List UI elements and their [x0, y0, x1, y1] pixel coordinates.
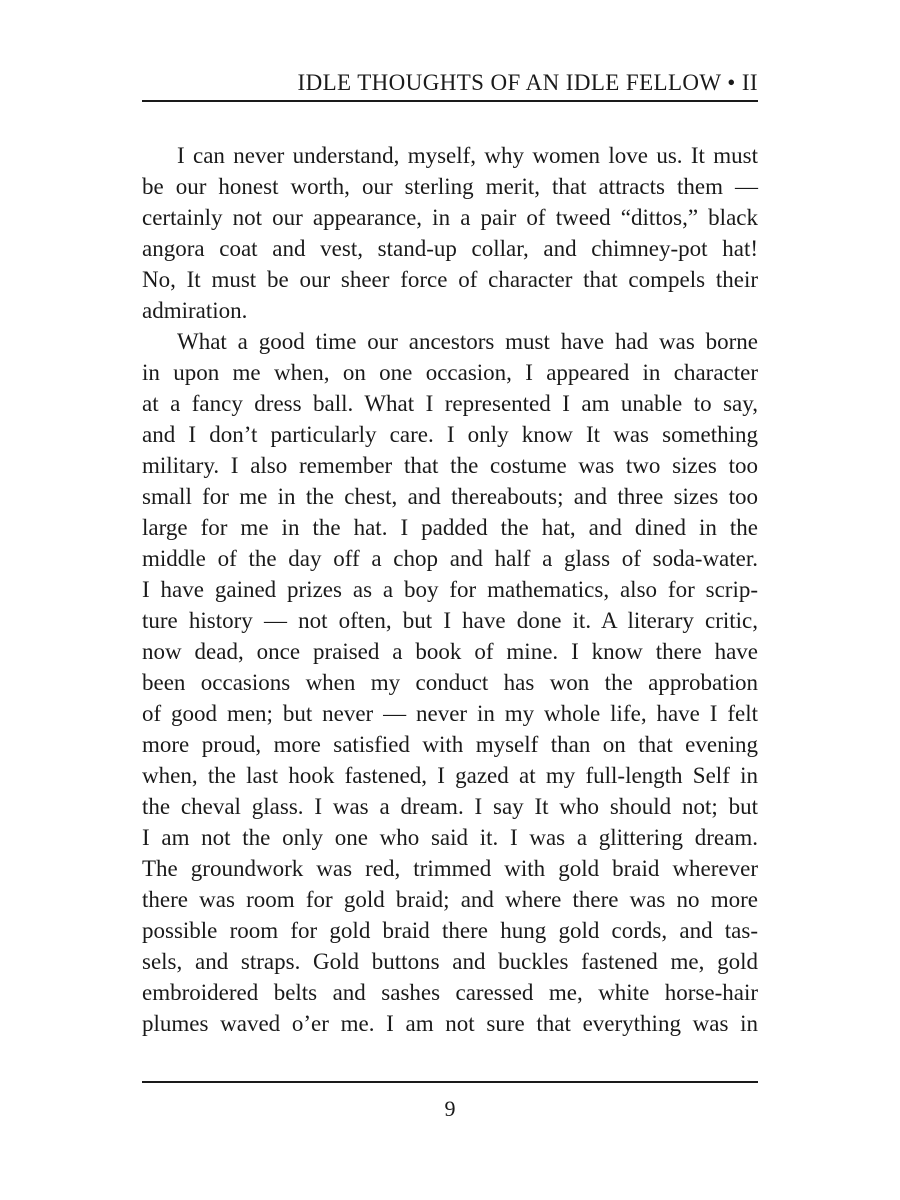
text-line: large for me in the hat. I padded the hat, and dined in the: [142, 515, 758, 540]
text-line: middle of the day off a chop and half a glass of soda-water.: [142, 546, 758, 571]
text-line: be our honest worth, our sterling merit, that attracts them —: [142, 174, 758, 199]
running-head: IDLE THOUGHTS OF AN IDLE FELLOW • II: [297, 70, 758, 95]
header-rule: [142, 100, 758, 102]
text-line: now dead, once praised a book of mine. I know there have: [142, 639, 758, 664]
text-line: when, the last hook fastened, I gazed at my full-length Self in: [142, 763, 758, 788]
text-line: sels, and straps. Gold buttons and buckles fastened me, gold: [142, 949, 758, 974]
text-line: small for me in the chest, and thereabouts; and three sizes too: [142, 484, 758, 509]
page-number: 9: [444, 1096, 456, 1121]
text-line: there was room for gold braid; and where there was no more: [142, 887, 758, 912]
text-line: in upon me when, on one occasion, I appeared in character: [142, 360, 758, 385]
body-text: [142, 140, 758, 1039]
text-line: more proud, more satisfied with myself than on that evening: [142, 732, 758, 757]
text-line: of good men; but never — never in my whole life, have I felt: [142, 701, 758, 726]
text-line: I have gained prizes as a boy for mathematics, also for scrip-: [142, 577, 758, 602]
text-line: possible room for gold braid there hung gold cords, and tas-: [142, 918, 758, 943]
text-line: The groundwork was red, trimmed with gold braid wherever: [142, 856, 758, 881]
text-line: and I don’t particularly care. I only know It was something: [142, 422, 758, 447]
text-line: the cheval glass. I was a dream. I say It who should not; but: [142, 794, 758, 819]
text-line: I am not the only one who said it. I was a glittering dream.: [142, 825, 758, 850]
text-line: been occasions when my conduct has won the approbation: [142, 670, 758, 695]
text-line: military. I also remember that the costume was two sizes too: [142, 453, 758, 478]
text-line: I can never understand, myself, why women love us. It must: [177, 143, 758, 168]
text-line: embroidered belts and sashes caressed me, white horse-hair: [142, 980, 758, 1005]
text-line: No, It must be our sheer force of character that compels their: [142, 267, 758, 292]
text-line: at a fancy dress ball. What I represented I am unable to say,: [142, 391, 758, 416]
text-line: plumes waved o’er me. I am not sure that everything was in: [142, 1011, 758, 1036]
text-line: certainly not our appearance, in a pair of tweed “dittos,” black: [142, 205, 758, 230]
text-line: What a good time our ancestors must have had was borne: [177, 329, 758, 354]
footer-rule: [142, 1081, 758, 1083]
text-line: angora coat and vest, stand-up collar, and chimney-pot hat!: [142, 236, 758, 261]
text-line: admiration.: [142, 298, 248, 323]
text-line: ture history — not often, but I have done it. A literary critic,: [142, 608, 758, 633]
